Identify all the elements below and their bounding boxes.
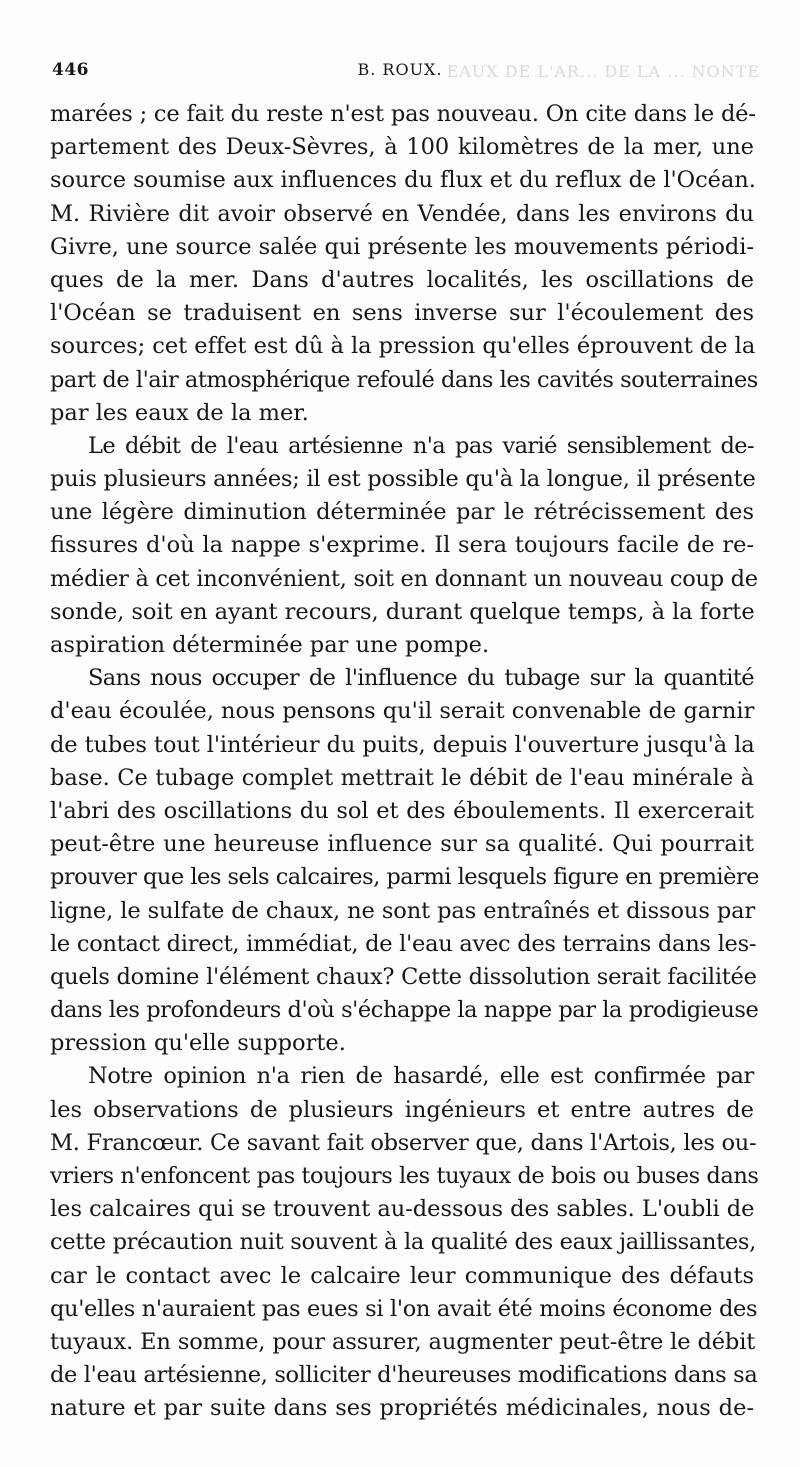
running-head	[0, 60, 800, 88]
paragraph	[50, 662, 759, 1060]
paragraph	[50, 1060, 759, 1425]
text-line: nature et par suite dans ses propriétés médicinales, nous de-	[50, 1395, 754, 1422]
paragraph	[50, 98, 758, 430]
text-line: M. Rivière dit avoir observé en Vendée, dans les environs du	[50, 200, 754, 227]
text-line: par les eaux de la mer.	[50, 399, 309, 426]
bleed-through-heading: EAUX DE L'AR... DE LA ... NONTE	[446, 62, 760, 81]
text-line: prouver que les sels calcaires, parmi lesquels figure en première	[50, 864, 759, 891]
text-line: une légère diminution déterminée par le rétrécissement des	[50, 499, 754, 526]
text-line: de l'eau artésienne, solliciter d'heureuses modifications dans sa	[50, 1362, 758, 1389]
text-line: les observations de plusieurs ingénieurs et entre autres de	[50, 1096, 754, 1123]
text-line: Le débit de l'eau artésienne n'a pas varié sensiblement de-	[88, 432, 754, 459]
text-line: pression qu'elle supporte.	[50, 1030, 346, 1057]
text-line: ques de la mer. Dans d'autres localités, les oscillations de	[50, 266, 754, 293]
text-line: source soumise aux influences du flux et du reflux de l'Océan.	[50, 167, 756, 194]
text-line: Notre opinion n'a rien de hasardé, elle est confirmée par	[88, 1063, 754, 1090]
text-line: dans les profondeurs d'où s'échappe la nappe par la prodigieuse	[50, 997, 759, 1024]
text-line: l'Océan se traduisent en sens inverse sur l'écoulement des	[50, 300, 754, 327]
text-line: partement des Deux-Sèvres, à 100 kilomètres de la mer, une	[50, 134, 754, 161]
text-line: sources; cet effet est dû à la pression qu'elles éprouvent de la	[50, 333, 756, 360]
text-line: d'eau écoulée, nous pensons qu'il serait convenable de garnir	[50, 698, 755, 725]
text-line: peut-être une heureuse influence sur sa qualité. Qui pourrait	[50, 831, 754, 858]
text-line: part de l'air atmosphérique refoulé dans les cavités souterraines	[50, 366, 758, 393]
text-line: ligne, le sulfate de chaux, ne sont pas entraînés et dissous par	[50, 897, 756, 924]
text-line: médier à cet inconvénient, soit en donnant un nouveau coup de	[50, 565, 758, 592]
text-line: Sans nous occuper de l'influence du tubage sur la quantité	[88, 665, 754, 692]
text-line: qu'elles n'auraient pas eues si l'on avait été moins économe des	[50, 1295, 758, 1322]
text-line: puis plusieurs années; il est possible qu'à la longue, il présente	[50, 466, 756, 493]
running-head-author: B. ROUX.	[357, 60, 443, 79]
body-text	[50, 98, 759, 1426]
text-line: tuyaux. En somme, pour assurer, augmenter peut-être le débit	[50, 1328, 756, 1355]
text-line: le contact direct, immédiat, de l'eau avec des terrains dans les-	[50, 930, 757, 957]
text-line: base. Ce tubage complet mettrait le débit de l'eau minérale à	[50, 764, 754, 791]
text-line: cette précaution nuit souvent à la qualité des eaux jaillissantes,	[50, 1229, 756, 1256]
text-line: l'abri des oscillations du sol et des éboulements. Il exercerait	[50, 797, 754, 824]
text-line: marées ; ce fait du reste n'est pas nouveau. On cite dans le dé-	[50, 101, 756, 127]
text-line: sonde, soit en ayant recours, durant quelque temps, à la forte	[50, 598, 755, 625]
page-number: 446	[52, 60, 89, 80]
paragraph	[50, 430, 758, 662]
text-line: les calcaires qui se trouvent au-dessous des sables. L'oubli de	[50, 1196, 755, 1223]
text-line: quels domine l'élément chaux? Cette dissolution serait facilitée	[50, 963, 757, 990]
text-line: aspiration déterminée par une pompe.	[50, 632, 490, 658]
text-line: Givre, une source salée qui présente les mouvements périodi-	[50, 233, 754, 260]
text-line: fissures d'où la nappe s'exprime. Il sera toujours facile de re-	[50, 532, 754, 559]
text-line: M. Francœur. Ce savant fait observer que, dans l'Artois, les ou-	[50, 1129, 757, 1156]
text-line: car le contact avec le calcaire leur communique des défauts	[50, 1262, 754, 1289]
text-line: vriers n'enfoncent pas toujours les tuyaux de bois ou buses dans	[50, 1163, 759, 1189]
text-line: de tubes tout l'intérieur du puits, depuis l'ouverture jusqu'à la	[50, 731, 755, 758]
